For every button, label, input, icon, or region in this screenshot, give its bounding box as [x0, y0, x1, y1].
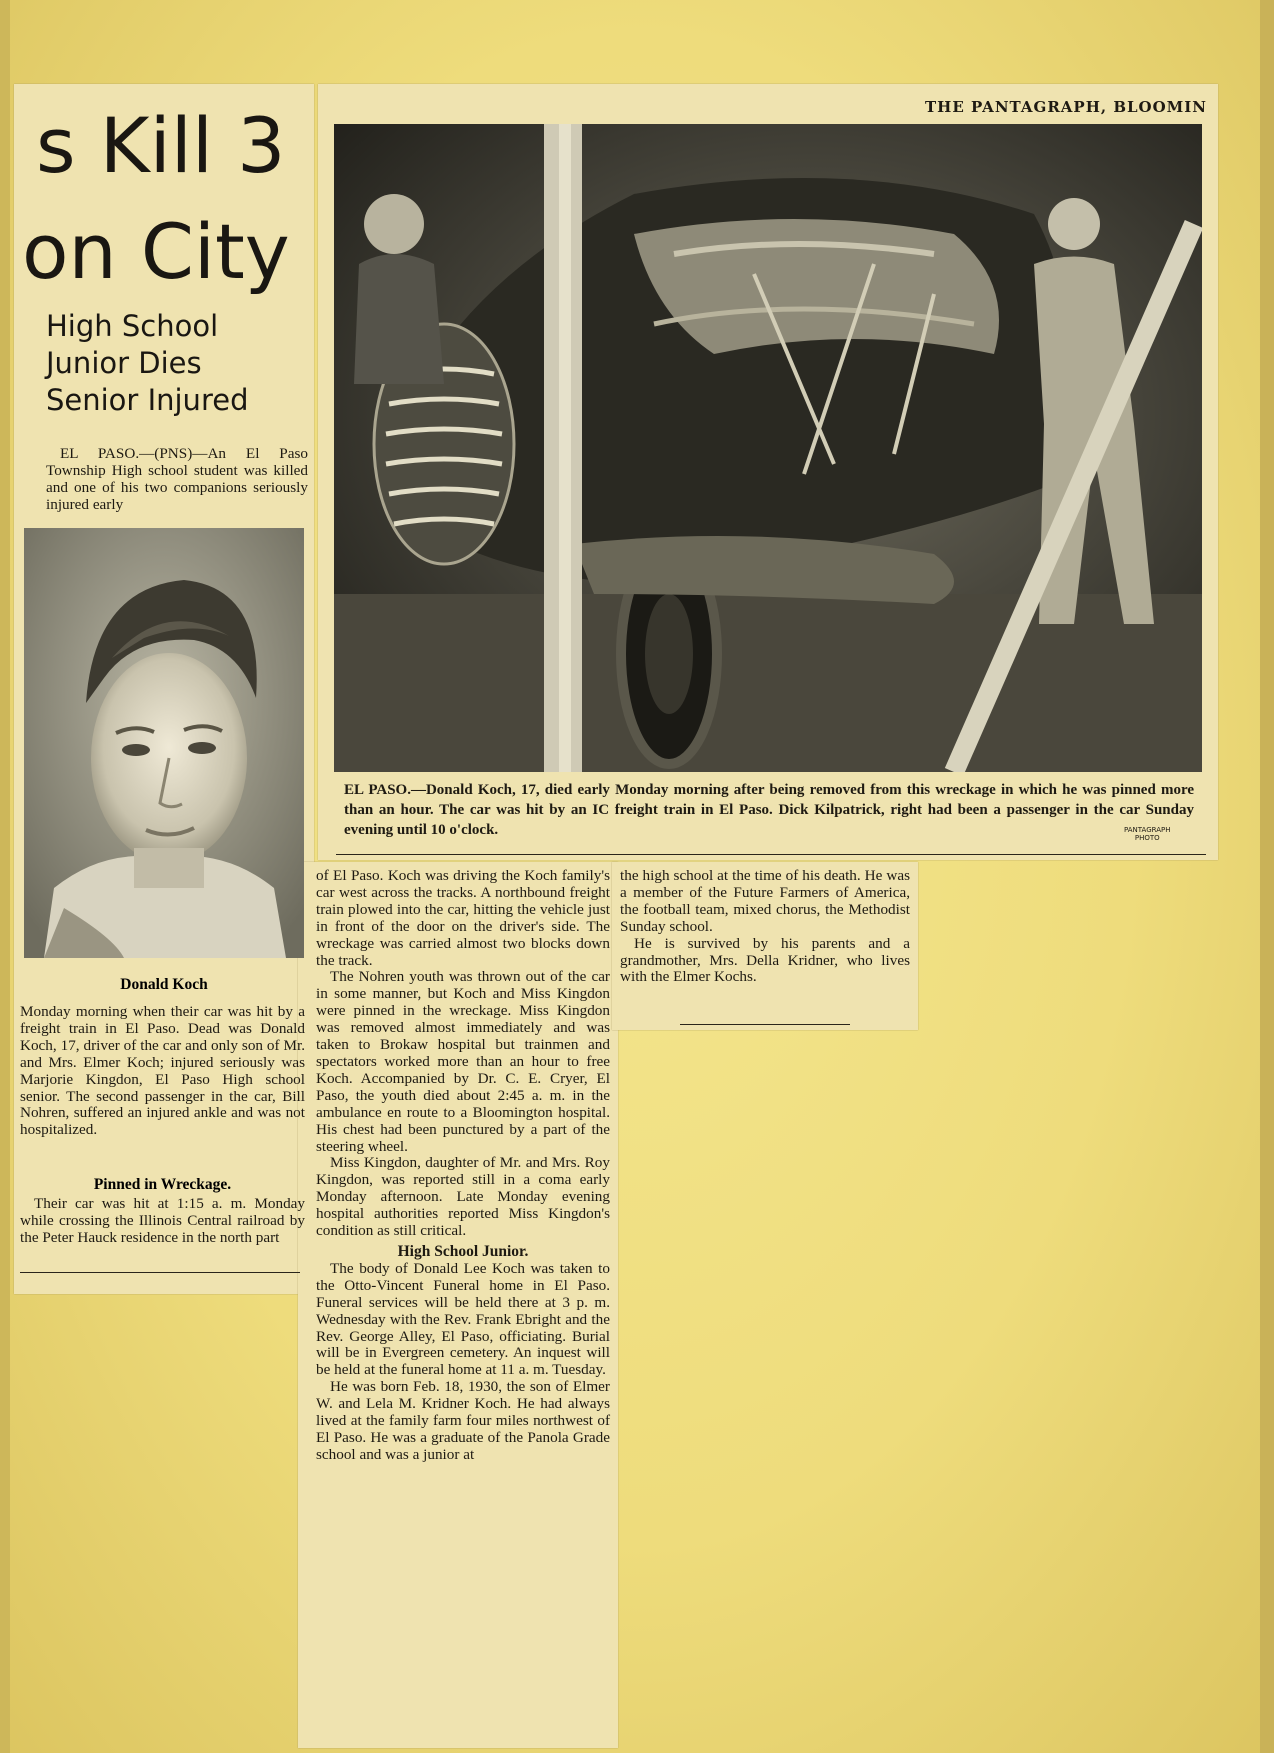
column-2-paragraph: of El Paso. Koch was driving the Koch family's car west across the tracks. A northbound freight train plowed into the car, hitting the vehicle just in front of the door on the driver's side. The wreckage was carried almost two blocks down the track.: [316, 867, 610, 969]
page-edge-right: [1260, 0, 1274, 1753]
column-3-paragraph: He is survived by his parents and a grandmother, Mrs. Della Kridner, who lives with the Elmer Kochs.: [620, 934, 910, 986]
column-2-paragraph: The Nohren youth was thrown out of the car in some manner, but Koch and Miss Kingdon were pinned in the wreckage. Miss Kingdon was removed almost immediately and was taken to Brokaw hospital but trainmen and spectators worked more than an hour to free Koch. Accompanied by Dr. C. E. Cryer, El Paso, the youth died about 2:45 a. m. in the ambulance en route to a Bloomington hospital. His chest had been punctured by a part of the steering wheel.: [316, 968, 610, 1155]
portrait-caption: Donald Koch: [120, 976, 208, 993]
column-2b-paragraph: He was born Feb. 18, 1930, the son of Elmer W. and Lela M. Kridner Koch. He had always lived at the family farm four miles northwest of El Paso. He was a graduate of the Panola Grade school and was a junior at: [316, 1378, 610, 1463]
headline-line-1: s Kill 3: [36, 104, 286, 188]
photo-credit: [1124, 826, 1170, 842]
column-2b-paragraph: The body of Donald Lee Koch was taken to the Otto-Vincent Funeral home in El Paso. Funeral services will be held there at 3 p. m. Wednesday with the Rev. Frank Ebright and the Rev. George Alley, El Paso, officiating. Burial will be in Evergreen cemetery. An inquest will be held at the funeral home at 11 a. m. Tuesday.: [316, 1259, 610, 1379]
photo-caption: EL PASO.—Donald Koch, 17, died early Monday morning after being removed from this wreckage in which he was pinned more than an hour. The car was hit by an IC freight train in El Paso. Dick Kilpatrick, right had been a passenger in the car Sunday evening until 10 o'clock.: [344, 782, 1194, 838]
column-2: [316, 868, 610, 1464]
photo-credit-line: PANTAGRAPH: [1124, 826, 1171, 834]
column-1-paragraph: Monday morning when their car was hit by a freight train in El Paso. Dead was Donald Koch, 17, driver of the car and only son of Mr. and Mrs. Elmer Koch; injured seriously was Marjorie Kingdon, El Paso High school senior. The second passenger in the car, Bill Nohren, suffered an injured ankle and was not hospitalized.: [20, 1003, 305, 1139]
portrait-image: [24, 528, 304, 958]
subhead-line: High School: [46, 309, 219, 343]
lede-paragraph: [46, 446, 308, 514]
column-1b-paragraph: Their car was hit at 1:15 a. m. Monday while crossing the Illinois Central railroad by the Peter Hauck residence in the north part: [20, 1195, 305, 1246]
masthead: THE PANTAGRAPH, BLOOMIN: [925, 98, 1208, 116]
wreckage-image: [334, 124, 1202, 772]
subhead: [46, 308, 286, 419]
story-end-rule: [680, 1024, 850, 1025]
photo-credit-line: PHOTO: [1134, 834, 1160, 842]
wreckage-photo: [334, 124, 1202, 772]
column-1: [20, 1004, 305, 1139]
subtitle-pinned: Pinned in Wreckage.: [93, 1176, 232, 1193]
photo-caption-rule: [336, 854, 1206, 855]
column-1-continued: [20, 1196, 305, 1247]
page-edge-left: [0, 0, 10, 1753]
column-3: [620, 868, 910, 986]
column-3-paragraph: the high school at the time of his death. He was a member of the Future Farmers of America, the football team, mixed chorus, the Methodist Sunday school.: [620, 867, 910, 935]
column-1-end-rule: [20, 1272, 300, 1273]
subhead-line: Senior Injured: [46, 383, 249, 417]
portrait-photo: [24, 528, 304, 958]
headline-line-2: on City: [22, 210, 290, 294]
column-2-paragraph: Miss Kingdon, daughter of Mr. and Mrs. Roy Kingdon, was reported still in a coma early Monday afternoon. Late Monday evening hospital authorities reported Miss Kingdon's condition as still critical.: [316, 1154, 610, 1240]
lede-text: EL PASO.—(PNS)—An El Paso Township High school student was killed and one of his two companions seriously injured early: [46, 445, 308, 513]
subhead-line: Junior Dies: [46, 346, 202, 380]
subtitle-junior: High School Junior.: [397, 1242, 529, 1260]
